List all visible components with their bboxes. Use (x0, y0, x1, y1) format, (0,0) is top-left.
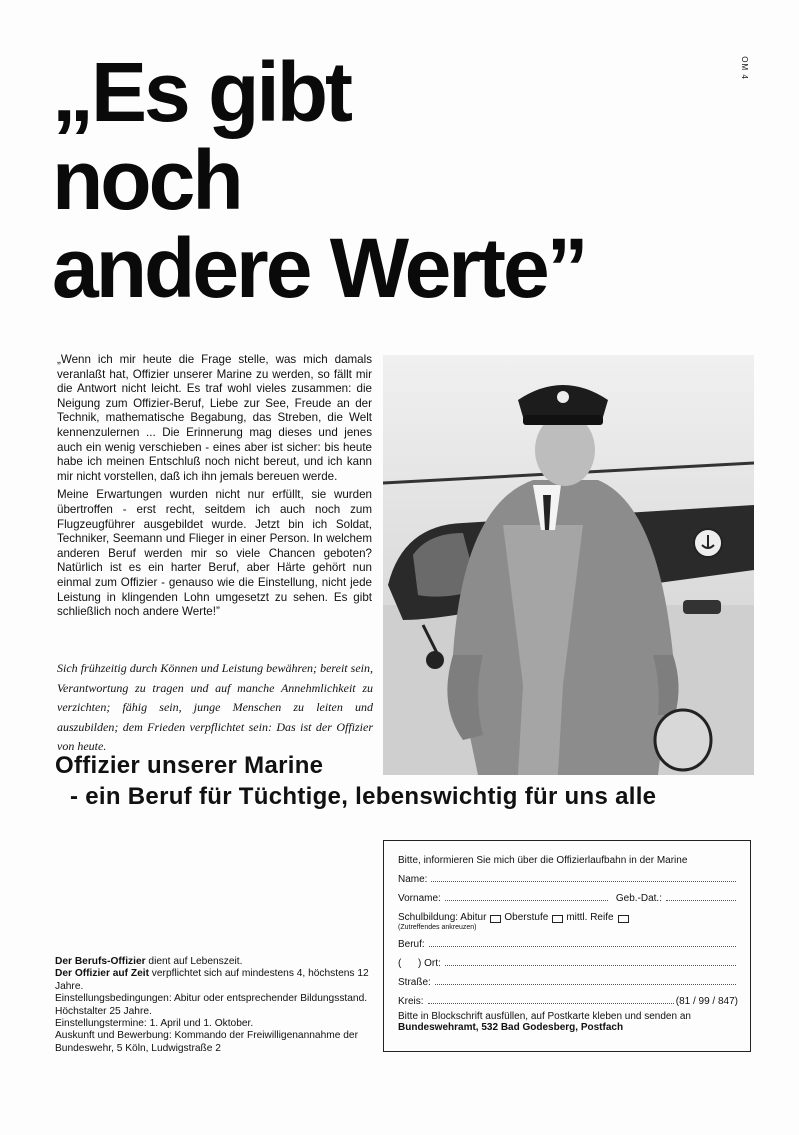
geb-label: Geb.-Dat.: (615, 893, 662, 904)
vorname-row (398, 893, 738, 904)
kreis-row (398, 996, 738, 1007)
info-line-5: Auskunft und Bewerbung: Kommando der Freiwilligenannahme der Bundeswehr, 5 Köln, Ludwigstraße 2 (55, 1030, 358, 1054)
reife-label: mittl. Reife (566, 912, 614, 923)
name-row (398, 874, 738, 885)
strasse-row (398, 977, 738, 988)
headline (52, 45, 732, 315)
oberstufe-checkbox[interactable] (552, 915, 563, 923)
abitur-checkbox[interactable] (490, 915, 501, 923)
officer-helicopter-illustration (383, 355, 754, 775)
kreis-label: Kreis: (398, 996, 424, 1007)
kreis-field[interactable] (428, 1003, 674, 1004)
zutreffendes-note: (Zutreffendes ankreuzen) (398, 924, 477, 931)
vorname-label: Vorname: (398, 893, 441, 904)
info-line-1 (55, 956, 373, 968)
ort-field[interactable] (445, 965, 736, 966)
strasse-field[interactable] (435, 984, 736, 985)
coupon-intro: Bitte, informieren Sie mich über die Offizierlaufbahn in der Marine (398, 855, 688, 866)
info-line-2-bold: Der Offizier auf Zeit (55, 968, 149, 980)
beruf-label: Beruf: (398, 939, 425, 950)
beruf-field[interactable] (429, 946, 736, 947)
reife-checkbox[interactable] (618, 915, 629, 923)
quote-paragraph-2: Meine Erwartungen wurden nicht nur erfüllt, sie wurden übertroffen - erst recht, seitdem ich auch noch zum Flugzeugführer ausgebildet wurde. Jetzt bin ich Soldat, Techniker, Seemann und Flieger in einer Person. In welchem anderen Beruf werden mir so viele Chancen geboten? Natürlich ist es ein harter Beruf, aber Härte gehört nun einmal zum Offizier - genauso wie die Einstellung, nicht jede Leistung in klingenden Lohn umgesetzt zu sehen. Es gibt schließlich noch andere Werte!” (57, 488, 372, 619)
page-code: OM 4 (740, 56, 749, 80)
info-line-3: Einstellungsbedingungen: Abitur oder entsprechender Bildungsstand. Höchstalter 25 Jahre. (55, 993, 368, 1017)
quote-paragraph-1: „Wenn ich mir heute die Frage stelle, was mich damals veranlaßt hat, Offizier unserer Marine zu werden, so fällt mir die Antwort nicht leicht. Es traf wohl vieles zusammen: die Neigung zum Offizier-Beruf, Liebe zur See, Freude an der Technik, mathematische Begabung, das Streben, die Welt kennenzulernen ... Die Erinnerung mag dieses und jenes auch ein wenig verschieben - eines aber ist sicher: bis heute habe ich meinen Entschluß noch nicht bereut, und ich kann mir nicht vorstellen, daß ich ihn jemals bereuen werde. (57, 353, 372, 483)
headline-line-2: noch (52, 133, 241, 227)
italic-statement: Sich frühzeitig durch Können und Leistung bewähren; bereit sein, Verantwortung zu tragen und auf manche Annehmlichkeit zu verzichten; fähig sein, junge Menschen zu leiten und auszubilden; dem Frieden verpflichtet sein: Das ist der Offizier von heute. (57, 661, 373, 753)
coupon-code: (81 / 99 / 847) (675, 996, 738, 1007)
name-label: Name: (398, 874, 428, 885)
coupon-instructions: Bitte in Blockschrift ausfüllen, auf Postkarte kleben und senden an (398, 1011, 691, 1022)
strasse-label: Straße: (398, 977, 431, 988)
name-field[interactable] (431, 881, 736, 882)
ort-label: ( ) Ort: (398, 958, 441, 969)
coupon-address: Bundeswehramt, 532 Bad Godesberg, Postfach (398, 1022, 624, 1033)
info-line-4: Einstellungstermine: 1. April und 1. Oktober. (55, 1018, 254, 1030)
info-line-2-rest: verpflichtet sich auf mindestens 4, höchstens 12 Jahre. (55, 968, 369, 992)
geb-field[interactable] (666, 900, 736, 901)
officer-quote (57, 353, 372, 624)
vorname-field[interactable] (445, 900, 608, 901)
headline-line-3: andere Werte” (52, 221, 586, 315)
info-line-2 (55, 968, 373, 993)
slogan-line-2: - ein Beruf für Tüchtige, lebenswichtig für uns alle (70, 783, 657, 810)
officer-photo (383, 355, 754, 775)
schulbildung-row (398, 912, 738, 923)
slogan-line-1: Offizier unserer Marine (55, 752, 324, 779)
beruf-row (398, 939, 738, 950)
coupon-form (383, 840, 751, 1052)
info-line-1-rest: dient auf Lebenszeit. (145, 956, 243, 967)
info-line-1-bold: Der Berufs-Offizier (55, 956, 146, 967)
oberstufe-label: Oberstufe (504, 912, 549, 923)
ort-row (398, 958, 738, 969)
headline-line-1: „Es gibt (52, 45, 351, 139)
schulbildung-label: Schulbildung: Abitur (398, 912, 487, 923)
career-info (55, 956, 373, 1055)
